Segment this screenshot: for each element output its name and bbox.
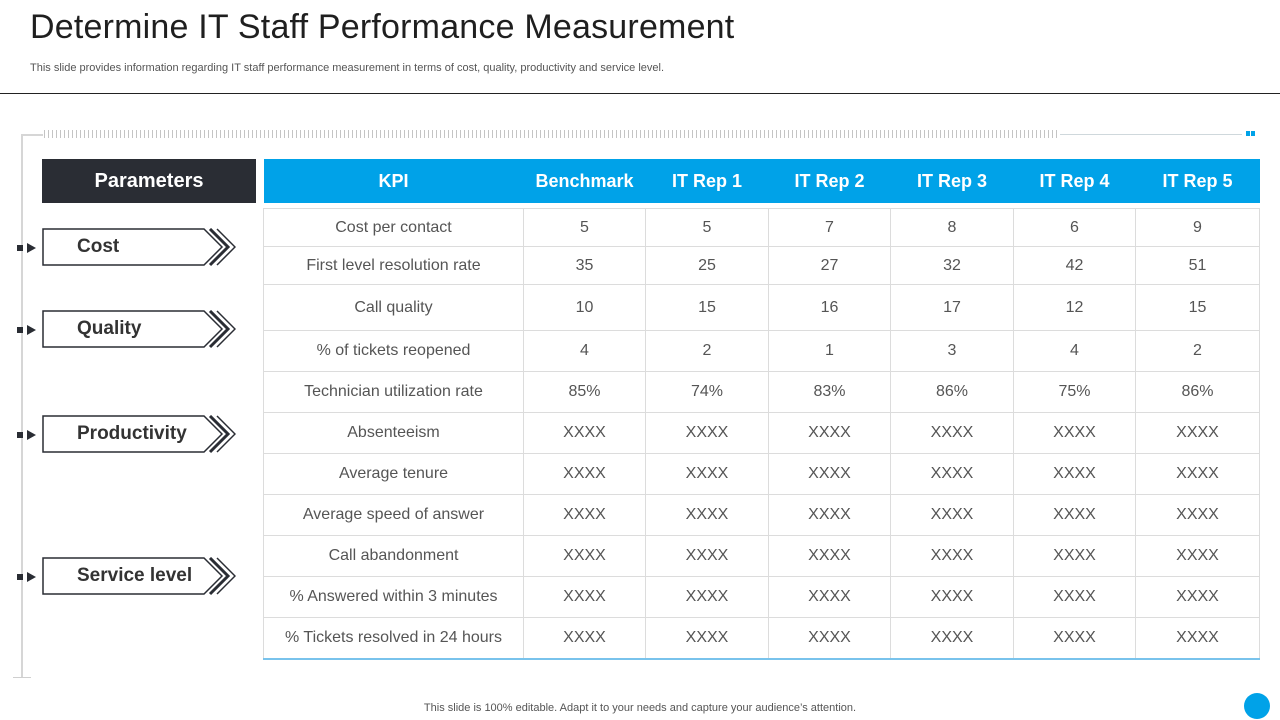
kpi-table bbox=[263, 159, 1260, 660]
kpi-value-cell: XXXX bbox=[891, 413, 1014, 454]
kpi-value-cell: 74% bbox=[646, 372, 769, 413]
parameter-service-level bbox=[42, 557, 234, 597]
bullet-marker-icon bbox=[17, 323, 41, 335]
thin-divider bbox=[1060, 134, 1242, 135]
kpi-value-cell: XXXX bbox=[891, 577, 1014, 618]
kpi-value-cell: 2 bbox=[646, 331, 769, 372]
table-row bbox=[264, 536, 1260, 577]
kpi-value-cell: XXXX bbox=[524, 413, 646, 454]
kpi-value-cell: XXXX bbox=[524, 618, 646, 660]
kpi-value-cell: 15 bbox=[1136, 285, 1260, 331]
kpi-value-cell: 7 bbox=[769, 209, 891, 247]
slide-subtitle: This slide provides information regarding IT staff performance measurement in terms of cost, quality, productivity and service level. bbox=[30, 62, 665, 74]
kpi-value-cell: 15 bbox=[646, 285, 769, 331]
kpi-value-cell: XXXX bbox=[1014, 577, 1136, 618]
kpi-value-cell: 27 bbox=[769, 247, 891, 285]
parameter-quality bbox=[42, 310, 234, 350]
kpi-value-cell: 9 bbox=[1136, 209, 1260, 247]
frame-top-line bbox=[21, 134, 43, 136]
kpi-name-cell: Average tenure bbox=[264, 454, 524, 495]
kpi-value-cell: XXXX bbox=[1014, 495, 1136, 536]
bullet-marker-icon bbox=[17, 570, 41, 582]
kpi-value-cell: 35 bbox=[524, 247, 646, 285]
kpi-value-cell: 5 bbox=[646, 209, 769, 247]
kpi-name-cell: First level resolution rate bbox=[264, 247, 524, 285]
frame-left-line bbox=[21, 134, 23, 678]
kpi-value-cell: XXXX bbox=[769, 454, 891, 495]
parameter-label: Service level bbox=[77, 565, 193, 586]
kpi-name-cell: % of tickets reopened bbox=[264, 331, 524, 372]
kpi-value-cell: 4 bbox=[524, 331, 646, 372]
table-row bbox=[264, 372, 1260, 413]
kpi-value-cell: XXXX bbox=[646, 618, 769, 660]
kpi-value-cell: XXXX bbox=[769, 577, 891, 618]
kpi-value-cell: XXXX bbox=[1136, 577, 1260, 618]
kpi-value-cell: XXXX bbox=[1014, 413, 1136, 454]
table-row bbox=[264, 495, 1260, 536]
table-body bbox=[264, 203, 1260, 659]
kpi-value-cell: XXXX bbox=[524, 536, 646, 577]
kpi-value-cell: XXXX bbox=[891, 536, 1014, 577]
kpi-value-cell: XXXX bbox=[1014, 536, 1136, 577]
kpi-value-cell: XXXX bbox=[891, 618, 1014, 660]
table-row bbox=[264, 618, 1260, 660]
kpi-value-cell: 10 bbox=[524, 285, 646, 331]
kpi-name-cell: % Tickets resolved in 24 hours bbox=[264, 618, 524, 660]
header-divider bbox=[0, 93, 1280, 94]
frame-bottom-tick bbox=[13, 677, 31, 678]
kpi-name-cell: Call quality bbox=[264, 285, 524, 331]
kpi-name-cell: Average speed of answer bbox=[264, 495, 524, 536]
column-header-it-rep-4: IT Rep 4 bbox=[1014, 159, 1136, 203]
table-row bbox=[264, 285, 1260, 331]
footer-note: This slide is 100% editable. Adapt it to your needs and capture your audience’s attention. bbox=[423, 702, 857, 714]
kpi-value-cell: 17 bbox=[891, 285, 1014, 331]
kpi-name-cell: Cost per contact bbox=[264, 209, 524, 247]
kpi-value-cell: 12 bbox=[1014, 285, 1136, 331]
kpi-name-cell: Technician utilization rate bbox=[264, 372, 524, 413]
table-row bbox=[264, 247, 1260, 285]
kpi-value-cell: 25 bbox=[646, 247, 769, 285]
column-header-kpi: KPI bbox=[264, 159, 524, 203]
chevron-right-icon bbox=[42, 228, 236, 268]
kpi-value-cell: XXXX bbox=[769, 536, 891, 577]
kpi-value-cell: XXXX bbox=[1014, 618, 1136, 660]
kpi-value-cell: XXXX bbox=[1136, 618, 1260, 660]
kpi-value-cell: XXXX bbox=[524, 495, 646, 536]
parameters-header: Parameters bbox=[42, 159, 256, 203]
column-header-benchmark: Benchmark bbox=[524, 159, 646, 203]
column-header-it-rep-5: IT Rep 5 bbox=[1136, 159, 1260, 203]
kpi-value-cell: 86% bbox=[1136, 372, 1260, 413]
kpi-value-cell: XXXX bbox=[891, 454, 1014, 495]
kpi-value-cell: XXXX bbox=[1014, 454, 1136, 495]
kpi-value-cell: XXXX bbox=[769, 495, 891, 536]
kpi-value-cell: 83% bbox=[769, 372, 891, 413]
kpi-value-cell: 51 bbox=[1136, 247, 1260, 285]
kpi-value-cell: 4 bbox=[1014, 331, 1136, 372]
table-row bbox=[264, 209, 1260, 247]
kpi-value-cell: 86% bbox=[891, 372, 1014, 413]
kpi-value-cell: XXXX bbox=[646, 536, 769, 577]
table-row bbox=[264, 331, 1260, 372]
kpi-value-cell: 6 bbox=[1014, 209, 1136, 247]
parameter-label: Productivity bbox=[77, 423, 187, 444]
parameter-label: Cost bbox=[77, 236, 120, 257]
accent-squares-decoration bbox=[1246, 131, 1256, 137]
table-row bbox=[264, 577, 1260, 618]
kpi-value-cell: 85% bbox=[524, 372, 646, 413]
bullet-marker-icon bbox=[17, 428, 41, 440]
table-row bbox=[264, 454, 1260, 495]
column-header-it-rep-3: IT Rep 3 bbox=[891, 159, 1014, 203]
kpi-value-cell: XXXX bbox=[769, 618, 891, 660]
bullet-marker-icon bbox=[17, 241, 41, 253]
column-header-it-rep-2: IT Rep 2 bbox=[769, 159, 891, 203]
kpi-value-cell: 32 bbox=[891, 247, 1014, 285]
kpi-name-cell: Absenteeism bbox=[264, 413, 524, 454]
kpi-value-cell: 5 bbox=[524, 209, 646, 247]
slide-title: Determine IT Staff Performance Measurement bbox=[30, 8, 735, 46]
kpi-value-cell: XXXX bbox=[524, 454, 646, 495]
kpi-value-cell: 2 bbox=[1136, 331, 1260, 372]
kpi-value-cell: XXXX bbox=[646, 577, 769, 618]
kpi-name-cell: Call abandonment bbox=[264, 536, 524, 577]
kpi-name-cell: % Answered within 3 minutes bbox=[264, 577, 524, 618]
kpi-value-cell: XXXX bbox=[1136, 536, 1260, 577]
kpi-value-cell: 1 bbox=[769, 331, 891, 372]
kpi-value-cell: 8 bbox=[891, 209, 1014, 247]
kpi-value-cell: XXXX bbox=[1136, 495, 1260, 536]
kpi-value-cell: XXXX bbox=[1136, 454, 1260, 495]
parameter-cost bbox=[42, 228, 234, 268]
parameter-label: Quality bbox=[77, 318, 142, 339]
kpi-value-cell: 75% bbox=[1014, 372, 1136, 413]
kpi-value-cell: 3 bbox=[891, 331, 1014, 372]
kpi-value-cell: XXXX bbox=[769, 413, 891, 454]
table-row bbox=[264, 413, 1260, 454]
kpi-value-cell: XXXX bbox=[646, 495, 769, 536]
kpi-value-cell: XXXX bbox=[524, 577, 646, 618]
kpi-value-cell: 42 bbox=[1014, 247, 1136, 285]
kpi-value-cell: 16 bbox=[769, 285, 891, 331]
column-header-it-rep-1: IT Rep 1 bbox=[646, 159, 769, 203]
kpi-value-cell: XXXX bbox=[646, 413, 769, 454]
kpi-value-cell: XXXX bbox=[646, 454, 769, 495]
kpi-value-cell: XXXX bbox=[1136, 413, 1260, 454]
table-header-row bbox=[264, 159, 1260, 203]
corner-circle-decoration bbox=[1244, 693, 1270, 719]
dotted-divider bbox=[44, 130, 1058, 138]
parameter-productivity bbox=[42, 415, 234, 455]
kpi-value-cell: XXXX bbox=[891, 495, 1014, 536]
